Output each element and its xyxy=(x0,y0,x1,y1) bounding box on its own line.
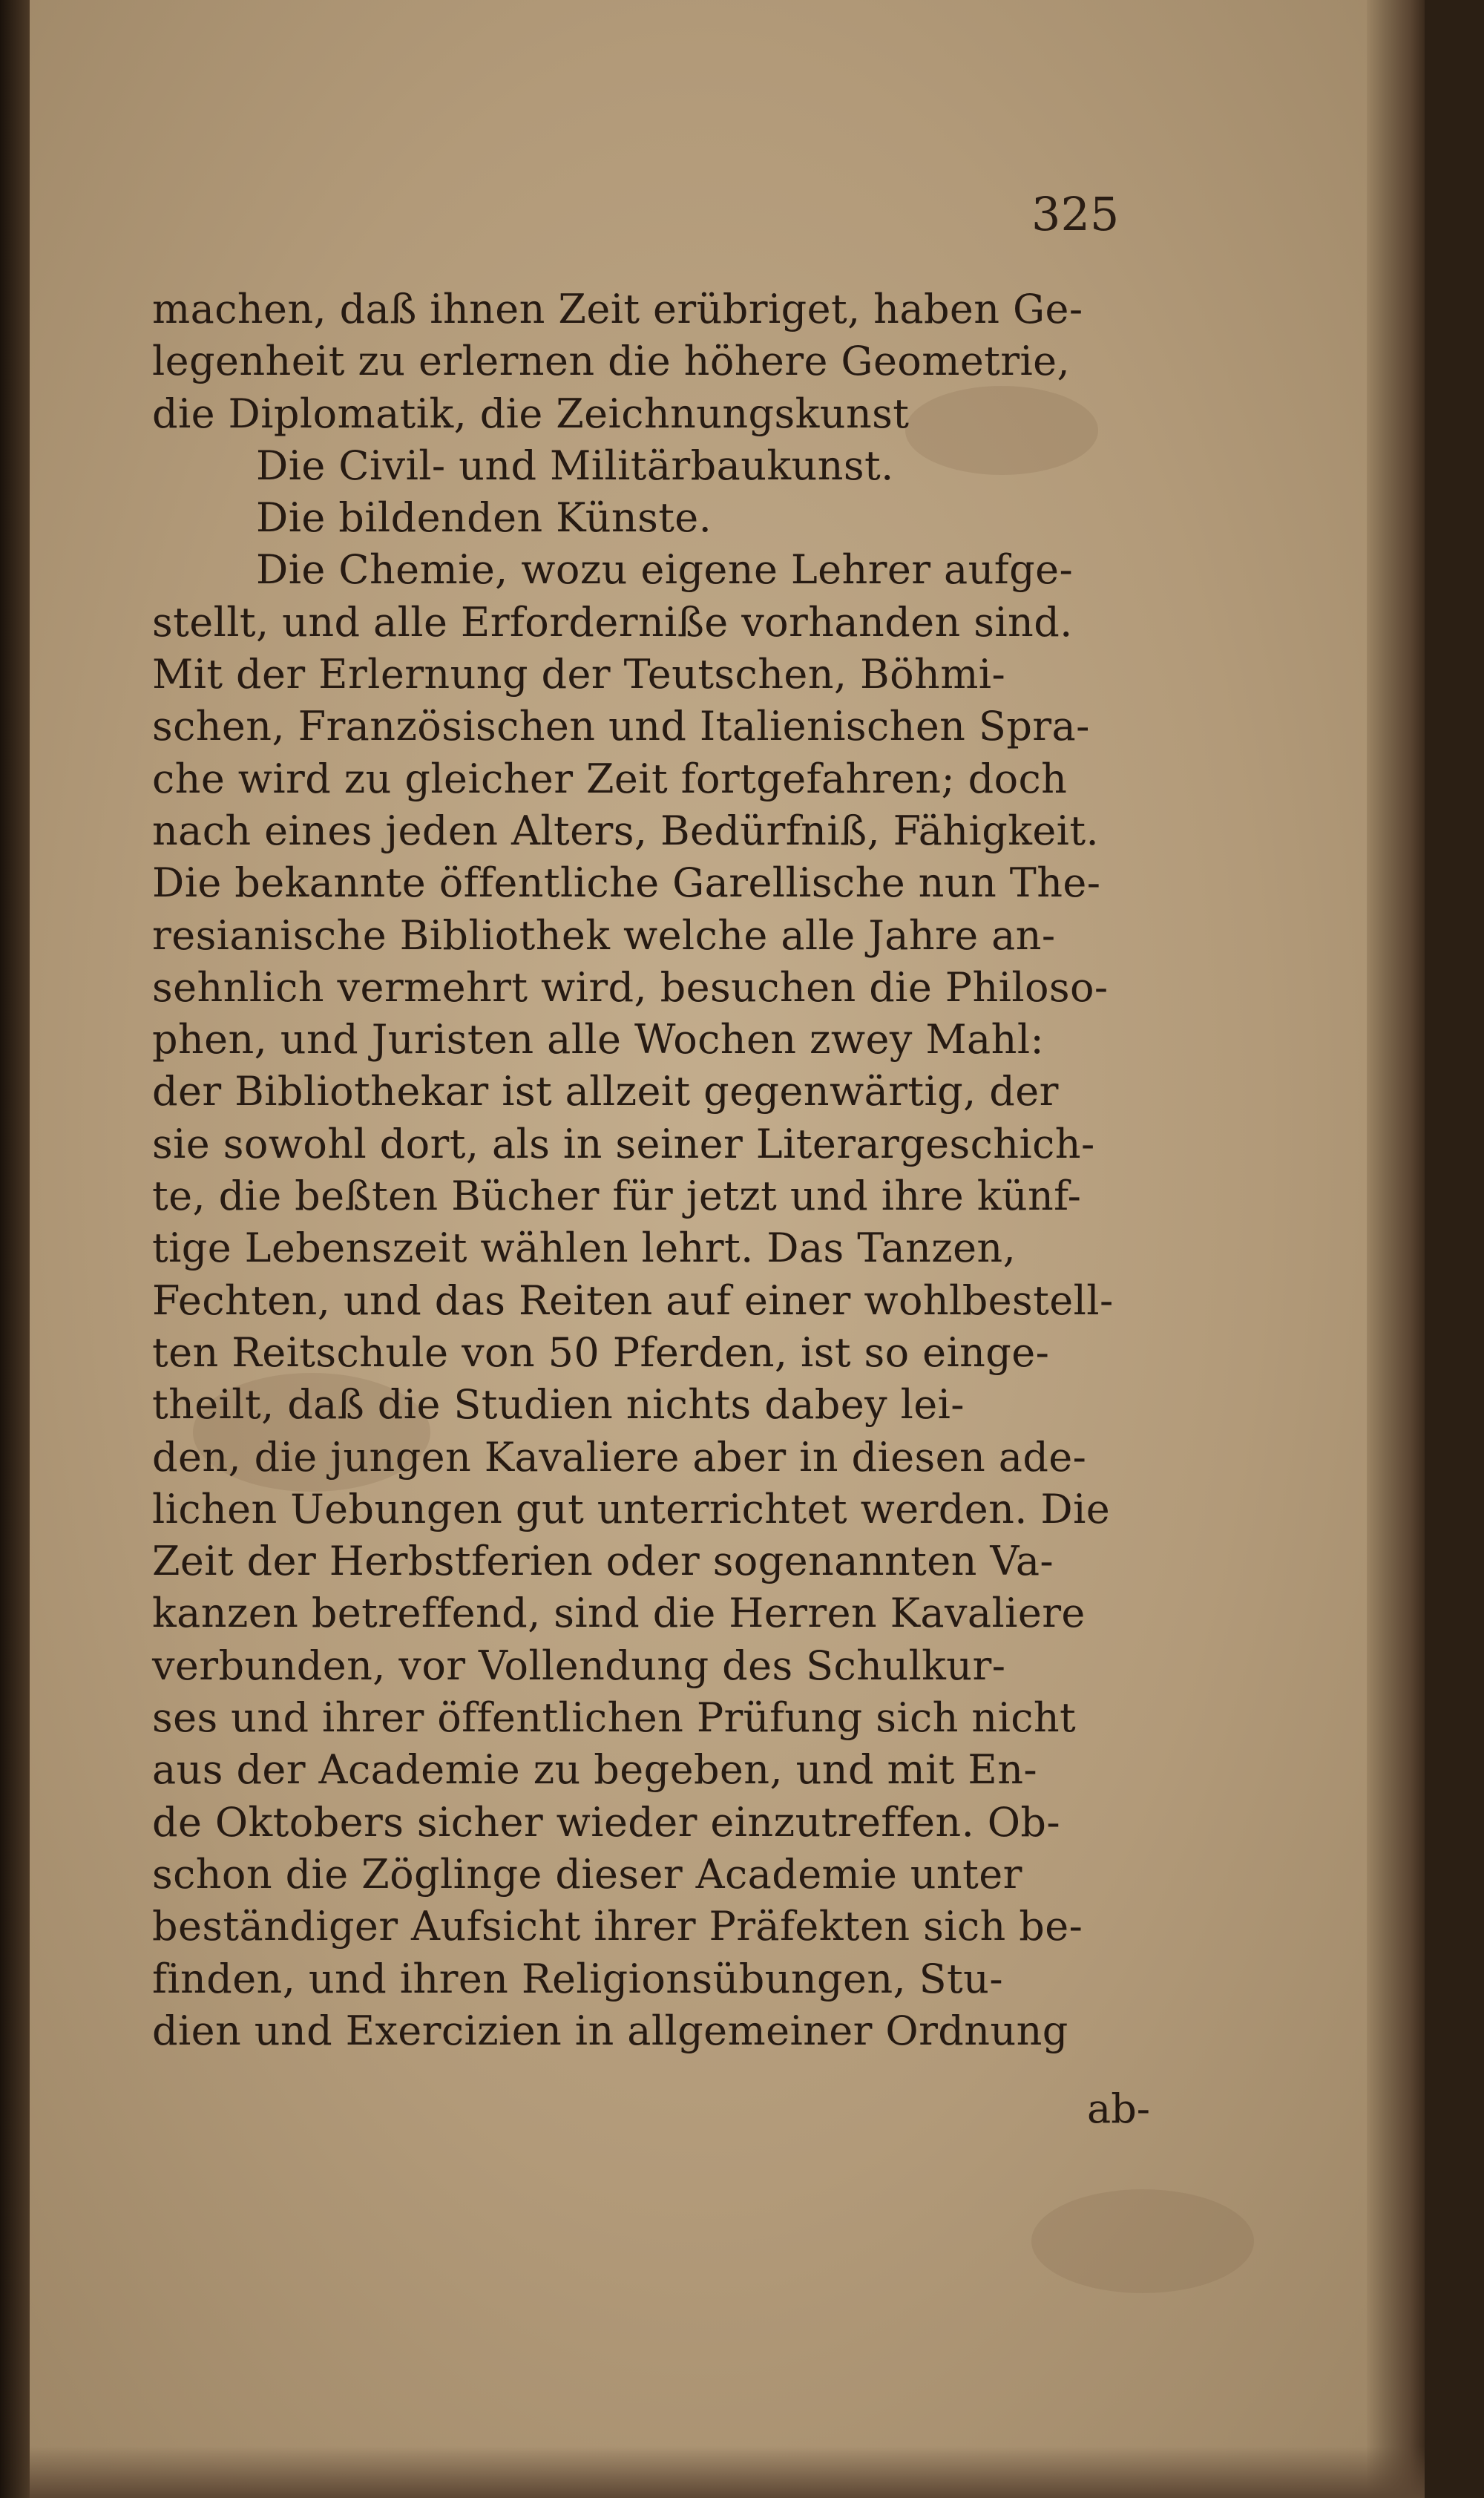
text-line: Fechten, und das Reiten auf einer wohlbestell- xyxy=(152,1276,1114,1324)
text-line: ten Reitschule von 50 Pferden, ist so einge- xyxy=(152,1328,1050,1376)
text-line: theilt, daß die Studien nichts dabey lei- xyxy=(152,1381,965,1429)
text-line: stellt, und alle Erforderniße vorhanden sind. xyxy=(152,598,1073,646)
text-line: aus der Academie zu begeben, und mit En- xyxy=(152,1746,1038,1794)
text-line: der Bibliothekar ist allzeit gegenwärtig, der xyxy=(152,1068,1059,1115)
catchword: ab- xyxy=(1087,2085,1151,2132)
text-line: tige Lebenszeit wählen lehrt. Das Tanzen, xyxy=(152,1225,1017,1272)
text-line: che wird zu gleicher Zeit fortgefahren; doch xyxy=(152,755,1068,802)
text-line: schon die Zöglinge dieser Academie unter xyxy=(152,1850,1022,1898)
text-line: beständiger Aufsicht ihrer Präfekten sich be- xyxy=(152,1903,1083,1950)
text-line: ses und ihrer öffentlichen Prüfung sich nicht xyxy=(152,1694,1077,1742)
text-line: kanzen betreffend, sind die Herren Kavaliere xyxy=(152,1590,1086,1637)
text-line: sie sowohl dort, als in seiner Literargeschich- xyxy=(152,1120,1095,1167)
paper-stain xyxy=(1031,2189,1254,2293)
page-number: 325 xyxy=(1031,187,1120,241)
body-text xyxy=(152,283,1213,2057)
text-line: die Diplomatik, die Zeichnungskunst xyxy=(152,390,910,437)
text-line: machen, daß ihnen Zeit erübriget, haben Ge- xyxy=(152,286,1083,332)
text-line: verbunden, vor Vollendung des Schulkur- xyxy=(152,1642,1006,1689)
text-line: resianische Bibliothek welche alle Jahre an- xyxy=(152,911,1056,959)
text-line: Zeit der Herbstferien oder sogenannten Va- xyxy=(152,1538,1054,1585)
text-line: phen, und Juristen alle Wochen zwey Mahl: xyxy=(152,1016,1045,1063)
text-line: schen, Französischen und Italienischen Spra- xyxy=(152,703,1090,750)
text-line: nach eines jeden Alters, Bedürfniß, Fähigkeit. xyxy=(152,807,1100,854)
text-line: dien und Exercizien in allgemeiner Ordnung xyxy=(152,2007,1068,2054)
text-line: lichen Uebungen gut unterrichtet werden. Die xyxy=(152,1485,1111,1532)
text-line: finden, und ihren Religionsübungen, Stu- xyxy=(152,1955,1003,2002)
text-line: legenheit zu erlernen die höhere Geometrie, xyxy=(152,338,1071,385)
text-line: Die Civil- und Militärbaukunst. xyxy=(256,442,894,489)
text-line: Die bildenden Künste. xyxy=(256,494,712,542)
text-line: de Oktobers sicher wieder einzutreffen. Ob- xyxy=(152,1798,1061,1846)
text-line: Mit der Erlernung der Teutschen, Böhmi- xyxy=(152,651,1006,698)
text-line: sehnlich vermehrt wird, besuchen die Philoso- xyxy=(152,963,1109,1011)
text-line: Die bekannte öffentliche Garellische nun The- xyxy=(152,859,1101,907)
page-edge xyxy=(1367,0,1425,2498)
page-bottom-edge xyxy=(30,2446,1425,2498)
text-line: te, die beßten Bücher für jetzt und ihre künf- xyxy=(152,1173,1082,1220)
text-line: Die Chemie, wozu eigene Lehrer aufge- xyxy=(256,546,1074,594)
text-line: den, die jungen Kavaliere aber in diesen ade- xyxy=(152,1433,1087,1481)
